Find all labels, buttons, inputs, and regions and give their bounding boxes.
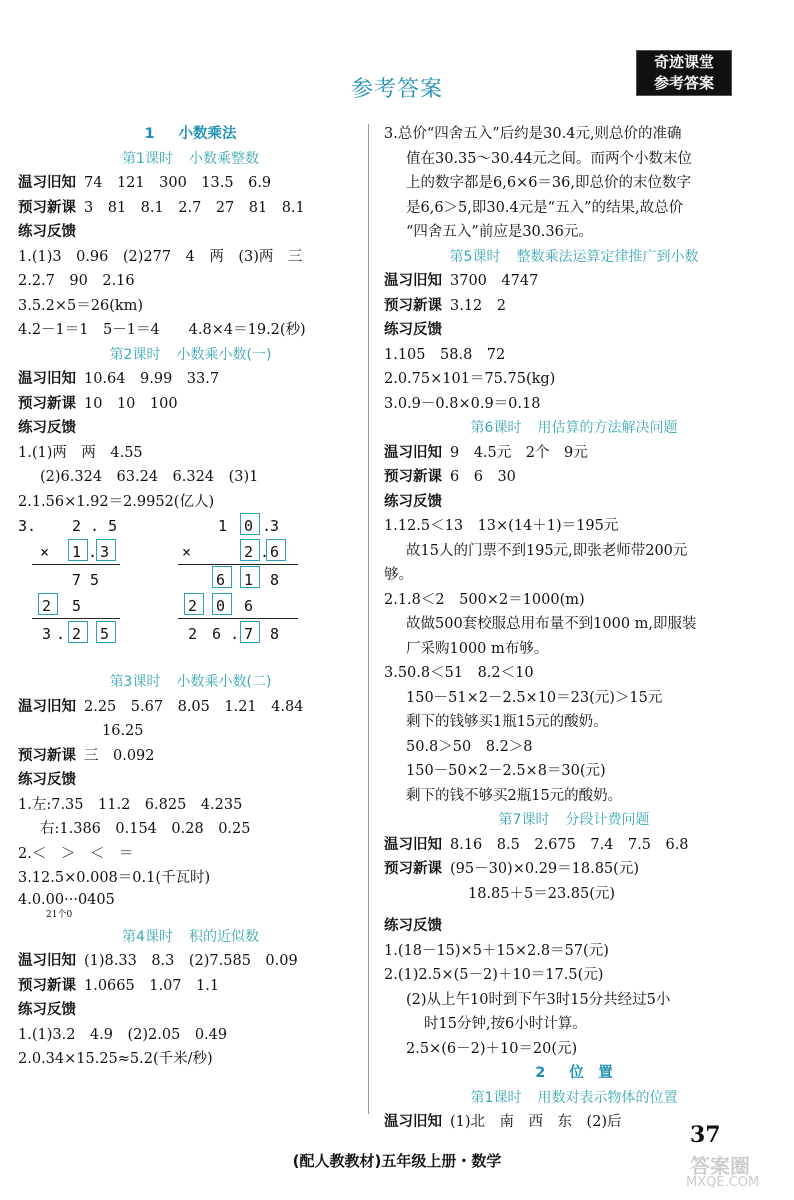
unit-heading: 2 位 置 bbox=[535, 1065, 613, 1081]
digit-box: 6 bbox=[216, 571, 226, 589]
digit-text: 8 bbox=[270, 625, 280, 643]
lesson-heading: 第1课时 用数对表示物体的位置 bbox=[470, 1089, 678, 1106]
logo-line2: 参考答案 bbox=[653, 74, 714, 92]
digit-box: 6 bbox=[270, 543, 280, 561]
lesson-heading: 第3课时 小数乘小数(二) bbox=[109, 674, 272, 690]
review-row: 温习旧知 9 4.5元 2个 9元 bbox=[384, 444, 588, 461]
digit-box: 7 bbox=[244, 625, 254, 643]
preview-row: 预习新课 1.0665 1.07 1.1 bbox=[18, 977, 220, 994]
answer-line: 1.105 58.8 72 bbox=[384, 346, 506, 363]
brand-logo bbox=[636, 50, 732, 96]
preview-row: 预习新课 (95－30)×0.29＝18.85(元) bbox=[384, 861, 639, 877]
answer-line: 150－50×2－2.5×8＝30(元) bbox=[406, 763, 606, 779]
answer-line: 3.12.5×0.008＝0.1(千瓦时) bbox=[18, 870, 211, 886]
answer-line: 右:1.386 0.154 0.28 0.25 bbox=[40, 821, 251, 837]
review-row-cont: 16.25 bbox=[102, 723, 144, 739]
digit-text: 2 . 5 bbox=[72, 517, 118, 535]
lesson-heading: 第4课时 积的近似数 bbox=[122, 928, 259, 945]
review-row: 温习旧知 10.64 9.99 33.7 bbox=[18, 371, 220, 387]
zero-count-note: 21个0 bbox=[46, 909, 73, 920]
column-divider bbox=[368, 124, 369, 1114]
answer-line: 2.(1)2.5×(5－2)＋10＝17.5(元) bbox=[384, 967, 604, 983]
answer-line: 3. bbox=[18, 517, 37, 535]
digit-box: 3 bbox=[100, 543, 110, 561]
digit-text: 7 5 bbox=[72, 571, 100, 589]
answer-line: 1.(1)3 0.96 (2)277 4 两 (3)两 三 bbox=[18, 248, 303, 265]
digit-box: 2 bbox=[42, 597, 52, 615]
digit-text: . bbox=[260, 543, 270, 561]
watermark: 答案圈 bbox=[690, 1154, 750, 1178]
answer-line: 2.1.8＜2 500×2＝1000(m) bbox=[384, 591, 585, 608]
answer-line: 剩下的钱够买1瓶15元的酸奶。 bbox=[406, 714, 608, 730]
times-sign: × bbox=[40, 543, 50, 561]
answer-line: (2)6.324 63.24 6.324 (3)1 bbox=[40, 469, 259, 485]
review-row: 温习旧知 74 121 300 13.5 6.9 bbox=[18, 175, 272, 191]
logo-line1: 奇迹课堂 bbox=[653, 53, 714, 71]
review-row: 温习旧知 (1)8.33 8.3 (2)7.585 0.09 bbox=[18, 953, 298, 969]
digit-box: 0 bbox=[216, 597, 226, 615]
digit-box: 2 bbox=[188, 597, 198, 615]
digit-text: 2 6 . bbox=[188, 625, 240, 643]
answer-line: 够。 bbox=[384, 567, 413, 583]
answer-line: 时15分钟,按6小时计算。 bbox=[424, 1016, 587, 1032]
answer-line: (2)从上午10时到下午3时15分共经过5小 bbox=[406, 991, 671, 1008]
answer-line: 1.左:7.35 11.2 6.825 4.235 bbox=[18, 796, 243, 813]
preview-row: 预习新课 3.12 2 bbox=[384, 297, 507, 314]
answer-line: 2.＜ ＞ ＜ ＝ bbox=[18, 845, 134, 862]
answer-line: 是6,6＞5,即30.4元是“五入”的结果,故总价 bbox=[406, 199, 684, 216]
watermark-url: MXQE.COM bbox=[686, 1175, 760, 1190]
preview-row: 预习新课 10 10 100 bbox=[18, 395, 178, 412]
digit-text: 5 bbox=[72, 597, 82, 615]
digit-box: 0 bbox=[244, 517, 254, 535]
answer-line: 50.8＞50 8.2＞8 bbox=[406, 738, 533, 755]
preview-row: 预习新课 6 6 30 bbox=[384, 469, 516, 485]
practice-label: 练习反馈 bbox=[384, 918, 442, 934]
answer-line: 3.总价“四舍五入”后约是30.4元,则总价的准确 bbox=[384, 126, 682, 142]
multiplication-figures bbox=[18, 514, 363, 644]
answer-line: 剩下的钱不够买2瓶15元的酸奶。 bbox=[406, 787, 623, 804]
answer-line: 2.5×(6－2)＋10＝20(元) bbox=[406, 1040, 578, 1057]
answer-line: 故做500套校服总用布量不到1000 m,即服装 bbox=[406, 616, 697, 632]
digit-text: 6 bbox=[244, 597, 254, 615]
practice-label: 练习反馈 bbox=[18, 772, 76, 788]
answer-line: 2.2.7 90 2.16 bbox=[18, 273, 135, 289]
answer-line: 2.0.75×101＝75.75(kg) bbox=[384, 371, 556, 387]
digit-text: . bbox=[56, 625, 66, 643]
digit-text: . bbox=[262, 517, 272, 535]
answer-line: 故15人的门票不到195元,即张老师带200元 bbox=[406, 542, 688, 559]
digit-box: 2 bbox=[72, 625, 82, 643]
practice-label: 练习反馈 bbox=[384, 322, 442, 338]
answer-line: 1.(18－15)×5＋15×2.8＝57(元) bbox=[384, 942, 609, 959]
lesson-heading: 第6课时 用估算的方法解决问题 bbox=[470, 420, 678, 436]
practice-label: 练习反馈 bbox=[18, 420, 76, 436]
digit-text: 3 bbox=[42, 625, 52, 643]
lesson-heading: 第2课时 小数乘小数(一) bbox=[109, 346, 272, 363]
lesson-heading: 第5课时 整数乘法运算定律推广到小数 bbox=[449, 248, 699, 265]
right-column bbox=[384, 122, 764, 1135]
digit-box: 1 bbox=[72, 543, 82, 561]
preview-row: 预习新课 3 81 8.1 2.7 27 81 8.1 bbox=[18, 199, 305, 216]
answer-line: 1.(1)两 两 4.55 bbox=[18, 444, 143, 461]
review-row: 温习旧知 (1)北 南 西 东 (2)后 bbox=[384, 1114, 622, 1130]
review-row: 温习旧知 2.25 5.67 8.05 1.21 4.84 bbox=[18, 698, 304, 715]
left-column bbox=[18, 122, 363, 1072]
review-row: 温习旧知 8.16 8.5 2.675 7.4 7.5 6.8 bbox=[384, 836, 689, 853]
review-row: 温习旧知 3700 4747 bbox=[384, 273, 539, 289]
practice-label: 练习反馈 bbox=[18, 1002, 76, 1018]
answer-line: 3.50.8＜51 8.2＜10 bbox=[384, 665, 534, 681]
preview-row-cont: 18.85＋5＝23.85(元) bbox=[468, 885, 616, 902]
answer-line: 1.(1)3.2 4.9 (2)2.05 0.49 bbox=[18, 1026, 228, 1043]
digit-text: 8 bbox=[270, 571, 280, 589]
answer-line: 4.0.00···0405 bbox=[18, 891, 115, 908]
answer-line: 1.12.5＜13 13×(14＋1)＝195元 bbox=[384, 518, 619, 534]
footer-text: (配人教教材)五年级上册・数学 bbox=[292, 1152, 502, 1170]
answer-line: “四舍五入”前应是30.36元。 bbox=[406, 224, 593, 240]
answer-line: 2.0.34×15.25≈5.2(千米/秒) bbox=[18, 1051, 213, 1067]
digit-text: 3 bbox=[270, 517, 280, 535]
digit-box: 1 bbox=[244, 571, 254, 589]
practice-label: 练习反馈 bbox=[18, 224, 76, 240]
answer-line: 150－51×2－2.5×10＝23(元)＞15元 bbox=[406, 689, 663, 706]
answer-line: 3.0.9－0.8×0.9＝0.18 bbox=[384, 395, 541, 412]
answer-line: 上的数字都是6,6×6＝36,即总价的末位数字 bbox=[406, 175, 691, 191]
page-number: 37 bbox=[690, 1122, 721, 1148]
lesson-heading: 第7课时 分段计费问题 bbox=[498, 812, 650, 828]
answer-line: 厂采购1000 m布够。 bbox=[406, 640, 549, 657]
preview-row: 预习新课 三 0.092 bbox=[18, 747, 155, 764]
digit-text: . bbox=[88, 543, 98, 561]
digit-box: 5 bbox=[100, 625, 110, 643]
answer-line: 4.2－1＝1 5－1＝4 4.8×4＝19.2(秒) bbox=[18, 322, 306, 338]
answer-line: 2.1.56×1.92＝2.9952(亿人) bbox=[18, 493, 215, 510]
lesson-heading: 第1课时 小数乘整数 bbox=[122, 150, 259, 167]
digit-text: 1 bbox=[218, 517, 228, 535]
times-sign: × bbox=[182, 543, 192, 561]
unit-heading: 1 小数乘法 bbox=[144, 126, 237, 142]
digit-box: 2 bbox=[244, 543, 254, 561]
answer-line: 值在30.35～30.44元之间。而两个小数末位 bbox=[406, 150, 693, 167]
page-title: 参考答案 bbox=[350, 77, 443, 102]
answer-line: 3.5.2×5＝26(km) bbox=[18, 297, 144, 314]
practice-label: 练习反馈 bbox=[384, 493, 442, 510]
